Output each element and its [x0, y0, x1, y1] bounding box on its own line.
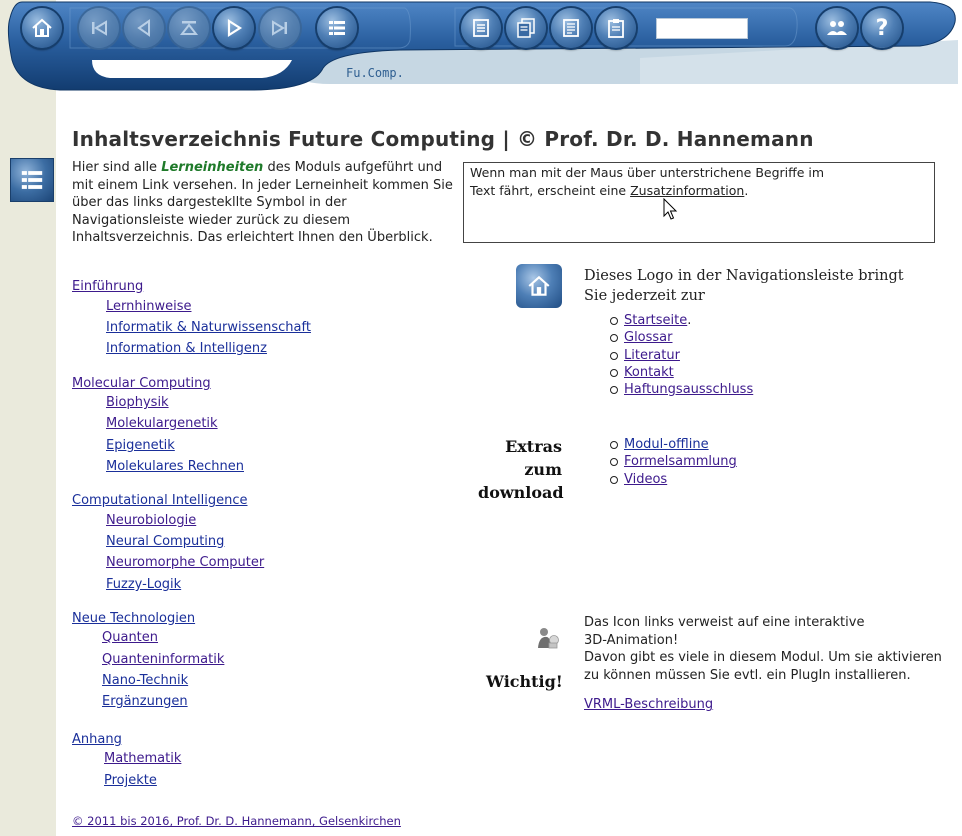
toc-item[interactable]: Lernhinweise — [106, 299, 192, 314]
toc-item[interactable]: Nano-Technik — [102, 673, 189, 688]
info-box — [463, 162, 935, 243]
toc-section-molecular[interactable]: Molecular Computing — [72, 376, 211, 391]
next-icon — [223, 17, 245, 39]
list-icon — [326, 17, 348, 39]
intro-part2: des Moduls aufgeführt und mit einem Link versehen. In jeder Lerneinheit kommen Sie über das links dargestekllte Symbol in der Navigationsleiste wieder zurück zu diesem Inhaltsverzeichnis. Das erleichtert Ihnen den Überblick. — [72, 160, 453, 245]
modul-offline-link[interactable]: Modul-offline — [624, 437, 709, 452]
doc-button[interactable] — [461, 8, 501, 48]
list-item — [624, 436, 737, 453]
haftungsausschluss-link[interactable]: Haftungsausschluss — [624, 382, 754, 398]
info-line2-text: Text fährt, erscheint eine — [470, 183, 631, 198]
vrml-description-link[interactable]: VRML-Beschreibung — [584, 697, 714, 712]
clipboard-icon — [605, 17, 627, 39]
toc-section-einfuehrung[interactable]: Einführung — [72, 279, 144, 294]
list-icon — [18, 166, 46, 194]
page-title: Inhaltsverzeichnis Future Computing | © Prof. Dr. D. Hannemann — [72, 127, 814, 151]
toc-item[interactable]: Information & Intelligenz — [106, 341, 267, 356]
last-button[interactable] — [260, 8, 300, 48]
vrml-line3: Davon gibt es viele in diesem Modul. Um sie aktivieren — [584, 650, 942, 665]
toc-item[interactable]: Informatik & Naturwissenschaft — [106, 320, 311, 335]
intro-highlight: Lerneinheiten — [161, 160, 264, 175]
toc-item[interactable]: Neuromorphe Computer — [106, 555, 265, 570]
search-field[interactable] — [656, 18, 748, 39]
list-item — [624, 381, 753, 398]
toc-item[interactable]: Ergänzungen — [102, 694, 188, 709]
info-line1: Wenn man mit der Maus über unterstrichene Begriffe im — [470, 165, 825, 180]
document-icon — [470, 17, 492, 39]
formelsammlung-link[interactable]: Formelsammlung — [624, 454, 737, 470]
clipboard-button[interactable] — [596, 8, 636, 48]
toc-item[interactable]: Epigenetik — [106, 438, 175, 453]
list-item — [624, 471, 737, 488]
extras-heading — [478, 435, 562, 504]
info-end: . — [744, 183, 749, 198]
help-icon: ? — [875, 15, 889, 41]
first-button[interactable] — [79, 8, 119, 48]
list-item — [624, 329, 753, 346]
list-item — [624, 347, 753, 364]
toc-item[interactable]: Neural Computing — [106, 534, 225, 549]
toc-section-computational[interactable]: Computational Intelligence — [72, 493, 248, 508]
toc-section-anhang[interactable]: Anhang — [72, 732, 122, 747]
notes-icon — [560, 17, 582, 39]
documents-icon — [515, 17, 537, 39]
logo-link-list — [624, 312, 753, 398]
up-icon — [178, 17, 200, 39]
3d-animation-icon — [535, 626, 563, 650]
vrml-line1: Das Icon links verweist auf eine interaktive — [584, 615, 865, 630]
docs-button[interactable] — [506, 8, 546, 48]
intro-text — [72, 159, 457, 247]
info-term[interactable]: Zusatzinformation — [630, 183, 745, 198]
navigation-bar — [0, 0, 962, 100]
toc-button[interactable] — [317, 8, 357, 48]
people-icon — [825, 16, 849, 40]
home-icon — [30, 16, 54, 40]
home-logo — [516, 264, 562, 308]
toc-symbol — [10, 158, 54, 202]
literatur-link[interactable]: Literatur — [624, 347, 680, 363]
list-item — [624, 364, 753, 381]
home-icon — [526, 273, 552, 299]
people-button[interactable] — [817, 8, 857, 48]
extras-link-list — [624, 436, 737, 488]
list-item — [624, 453, 737, 470]
up-button[interactable] — [169, 8, 209, 48]
prev-button[interactable] — [124, 8, 164, 48]
toc-item[interactable]: Quanten — [102, 630, 159, 645]
toc-item[interactable]: Fuzzy-Logik — [106, 577, 182, 592]
list-item — [624, 312, 753, 329]
extras-line1: Extras — [505, 437, 562, 456]
logo-info-text: Dieses Logo in der Navigationsleiste bringt Sie jederzeit zur — [584, 268, 904, 304]
breadcrumb: Fu.Comp. — [346, 66, 404, 80]
toc-section-neue-technologien[interactable]: Neue Technologien — [72, 611, 196, 626]
toc-item[interactable]: Mathematik — [104, 751, 182, 766]
vrml-info-text — [584, 614, 954, 684]
info-line2 — [470, 182, 928, 200]
period: . — [687, 313, 692, 328]
notes-button[interactable] — [551, 8, 591, 48]
toc-item[interactable]: Biophysik — [106, 395, 169, 410]
toc-item[interactable]: Neurobiologie — [106, 513, 197, 528]
left-strip — [0, 0, 56, 836]
first-icon — [88, 17, 110, 39]
footer-copyright-link[interactable]: © 2011 bis 2016, Prof. Dr. D. Hannemann, Gelsenkirchen — [72, 814, 401, 828]
startseite-link[interactable]: Startseite — [624, 313, 688, 328]
next-button[interactable] — [214, 8, 254, 48]
vrml-line2: 3D-Animation! — [584, 632, 679, 648]
extras-line3: download — [478, 483, 564, 502]
kontakt-link[interactable]: Kontakt — [624, 364, 674, 380]
extras-line2: zum — [524, 460, 562, 479]
important-label: Wichtig! — [486, 672, 563, 691]
toc-item[interactable]: Quanteninformatik — [102, 652, 225, 667]
toc-item[interactable]: Molekulares Rechnen — [106, 459, 244, 474]
glossar-link[interactable]: Glossar — [624, 330, 673, 346]
intro-part1: Hier sind alle — [72, 160, 162, 175]
videos-link[interactable]: Videos — [624, 471, 668, 487]
help-button[interactable] — [862, 8, 902, 48]
toc-item[interactable]: Projekte — [104, 773, 157, 788]
last-icon — [269, 17, 291, 39]
toc-item[interactable]: Molekulargenetik — [106, 416, 218, 431]
mouse-cursor-icon — [663, 198, 679, 222]
home-button[interactable] — [22, 8, 62, 48]
prev-icon — [133, 17, 155, 39]
vrml-line4: zu können müssen Sie evtl. ein PlugIn installieren. — [584, 667, 911, 683]
